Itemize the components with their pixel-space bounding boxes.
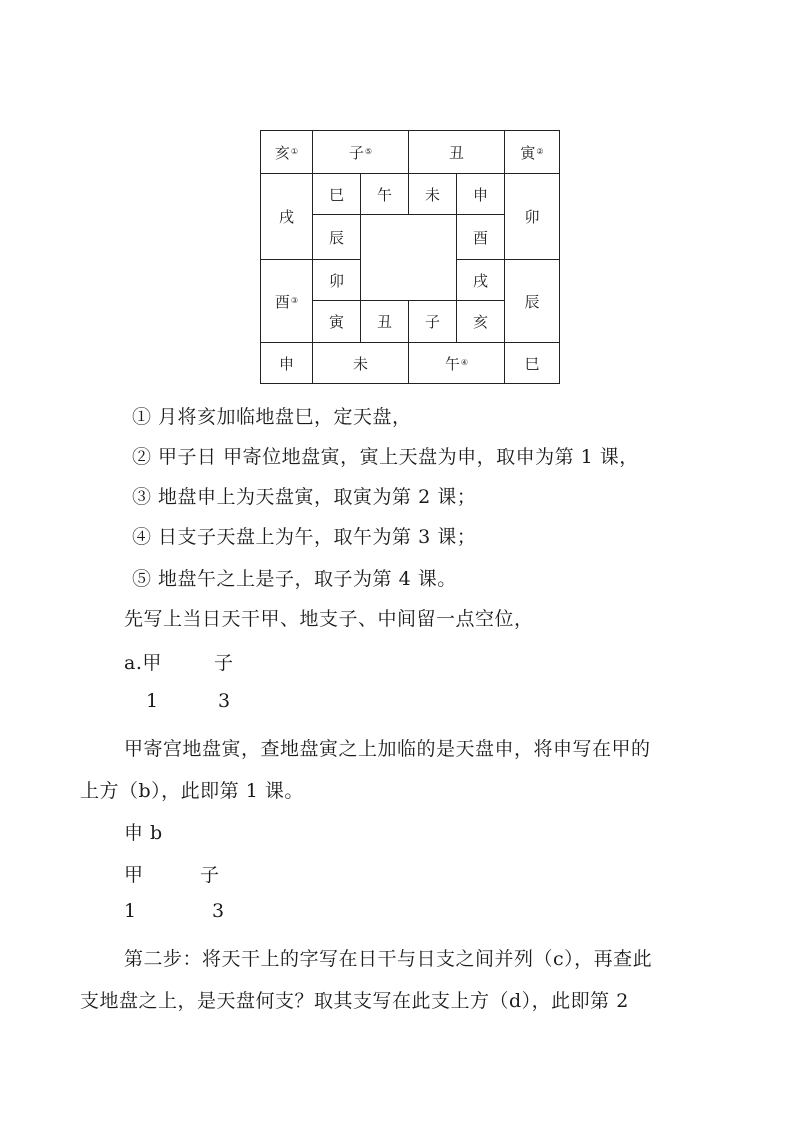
step-2: ② 甲子日 甲寄位地盘寅，寅上天盘为申，取申为第 1 课， xyxy=(132,446,639,468)
example-b-row1-right: 子 xyxy=(200,864,220,886)
outer-left-cell-2: 酉 ③ xyxy=(260,259,313,343)
outer-bottom-cell-2: 未 xyxy=(312,342,409,384)
inner-bottom-cell-1: 寅 xyxy=(312,300,361,343)
outer-top-cell-2: 子 ⑤ xyxy=(312,130,409,174)
outer-right-cell-2: 辰 xyxy=(504,259,560,343)
paragraph-1-line-1: 甲寄宫地盘寅，查地盘寅之上加临的是天盘申，将申写在甲的 xyxy=(124,738,651,760)
outer-bottom-cell-3: 午 ④ xyxy=(408,342,505,384)
outer-right-cell-1: 卯 xyxy=(504,173,560,260)
inner-left-cell-1: 辰 xyxy=(312,214,361,260)
inner-left-cell-2: 卯 xyxy=(312,259,361,301)
paragraph-1-line-2: 上方（b），此即第 1 课。 xyxy=(80,780,304,802)
example-a-row2-right: 3 xyxy=(218,690,231,712)
inner-top-cell-1: 巳 xyxy=(312,173,361,215)
intro-line: 先写上当日天干甲、地支子、中间留一点空位， xyxy=(124,608,534,630)
outer-top-cell-4: 寅 ② xyxy=(504,130,560,174)
tianpan-dipan-diagram xyxy=(260,130,560,384)
outer-bottom-cell-1: 申 xyxy=(260,342,313,384)
inner-top-cell-3: 未 xyxy=(408,173,457,215)
inner-top-cell-4: 申 xyxy=(456,173,505,215)
inner-right-cell-2: 戌 xyxy=(456,259,505,301)
outer-top-cell-3: 丑 xyxy=(408,130,505,174)
inner-top-cell-2: 午 xyxy=(360,173,409,215)
outer-top-cell-1: 亥 ① xyxy=(260,130,313,174)
step-1: ① 月将亥加临地盘巳，定天盘， xyxy=(132,406,412,428)
center-blank xyxy=(360,214,457,301)
example-b-row1-left: 甲 xyxy=(124,864,144,886)
inner-bottom-cell-4: 亥 xyxy=(456,300,505,343)
outer-bottom-cell-4: 巳 xyxy=(504,342,560,384)
inner-bottom-cell-3: 子 xyxy=(408,300,457,343)
paragraph-2-line-2: 支地盘之上，是天盘何支？取其支写在此支上方（d），此即第 2 xyxy=(80,990,629,1012)
inner-bottom-cell-2: 丑 xyxy=(360,300,409,343)
paragraph-2-line-1: 第二步：将天干上的字写在日干与日支之间并列（c），再查此 xyxy=(124,948,653,970)
outer-left-cell-1: 戌 xyxy=(260,173,313,260)
step-4: ④ 日支子天盘上为午，取午为第 3 课； xyxy=(132,526,477,548)
example-b-row2-left: 1 xyxy=(124,900,137,922)
example-a-row1-left: a.甲 xyxy=(124,652,162,674)
example-b-row0: 申 b xyxy=(124,822,163,844)
example-a-row2-left: 1 xyxy=(146,690,159,712)
inner-right-cell-1: 酉 xyxy=(456,214,505,260)
step-3: ③ 地盘申上为天盘寅，取寅为第 2 课； xyxy=(132,486,477,508)
step-5: ⑤ 地盘午之上是子，取子为第 4 课。 xyxy=(132,568,457,590)
example-a-row1-right: 子 xyxy=(214,652,234,674)
example-b-row2-right: 3 xyxy=(212,900,225,922)
